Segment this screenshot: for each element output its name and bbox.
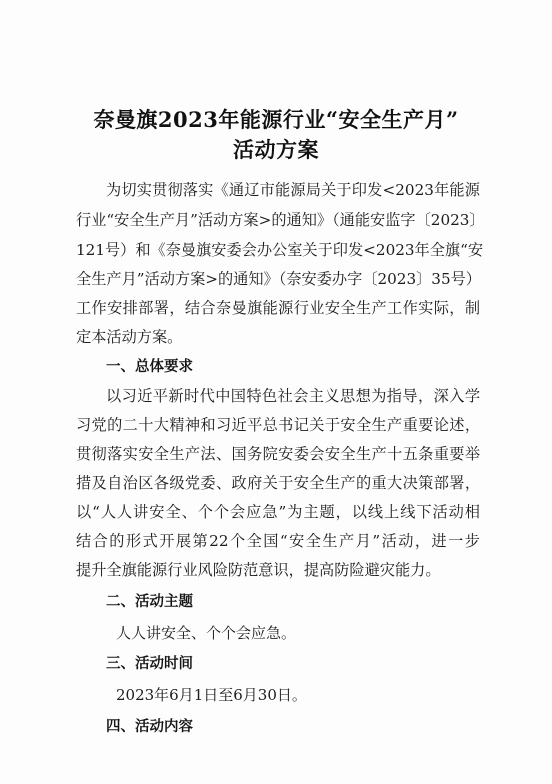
section1-line: 提升全旗能源行业风险防范意识，提高防险避灾能力。	[76, 561, 441, 579]
intro-line: 全生产月”活动方案>的通知》（奈安委办字〔2023〕35号）	[76, 270, 481, 288]
section1-line: 贯彻落实安全生产法、国务院安委会安全生产十五条重要举	[76, 445, 480, 463]
activity-theme-text: 人人讲安全、个个会应急。	[116, 624, 297, 642]
intro-line: 工作安排部署，结合奈曼旗能源行业安全生产工作实际，制	[76, 299, 480, 317]
intro-line: 121号）和《奈曼旗安委会办公室关于印发<2023年全旗“安	[76, 241, 484, 259]
intro-line: 行业“安全生产月”活动方案>的通知》（通能安监字〔2023〕	[76, 211, 485, 229]
section-heading-activity-theme: 二、活动主题	[106, 594, 193, 610]
activity-time-text: 2023年6月1日至6月30日。	[116, 686, 307, 704]
section1-line: 以“人人讲安全、个个会应急”为主题，以线上线下活动相	[76, 503, 480, 521]
section1-line: 以习近平新时代中国特色社会主义思想为指导，深入学	[106, 387, 480, 405]
section-heading-activity-content: 四、活动内容	[106, 719, 193, 735]
document-title-line-1: 奈曼旗2023年能源行业“安全生产月”	[93, 107, 459, 132]
section-heading-activity-time: 三、活动时间	[106, 656, 193, 672]
section1-line: 习党的二十大精神和习近平总书记关于安全生产重要论述，	[76, 416, 480, 434]
document-title-line-2: 活动方案	[233, 137, 319, 162]
section-heading-general-requirements: 一、总体要求	[106, 359, 193, 375]
intro-line: 为切实贯彻落实《通辽市能源局关于印发<2023年能源	[106, 181, 480, 199]
section1-line: 措及自治区各级党委、政府关于安全生产的重大决策部署，	[76, 474, 480, 492]
intro-line: 定本活动方案。	[76, 328, 183, 346]
section1-line: 结合的形式开展第22个全国“安全生产月”活动，进一步	[76, 532, 480, 550]
